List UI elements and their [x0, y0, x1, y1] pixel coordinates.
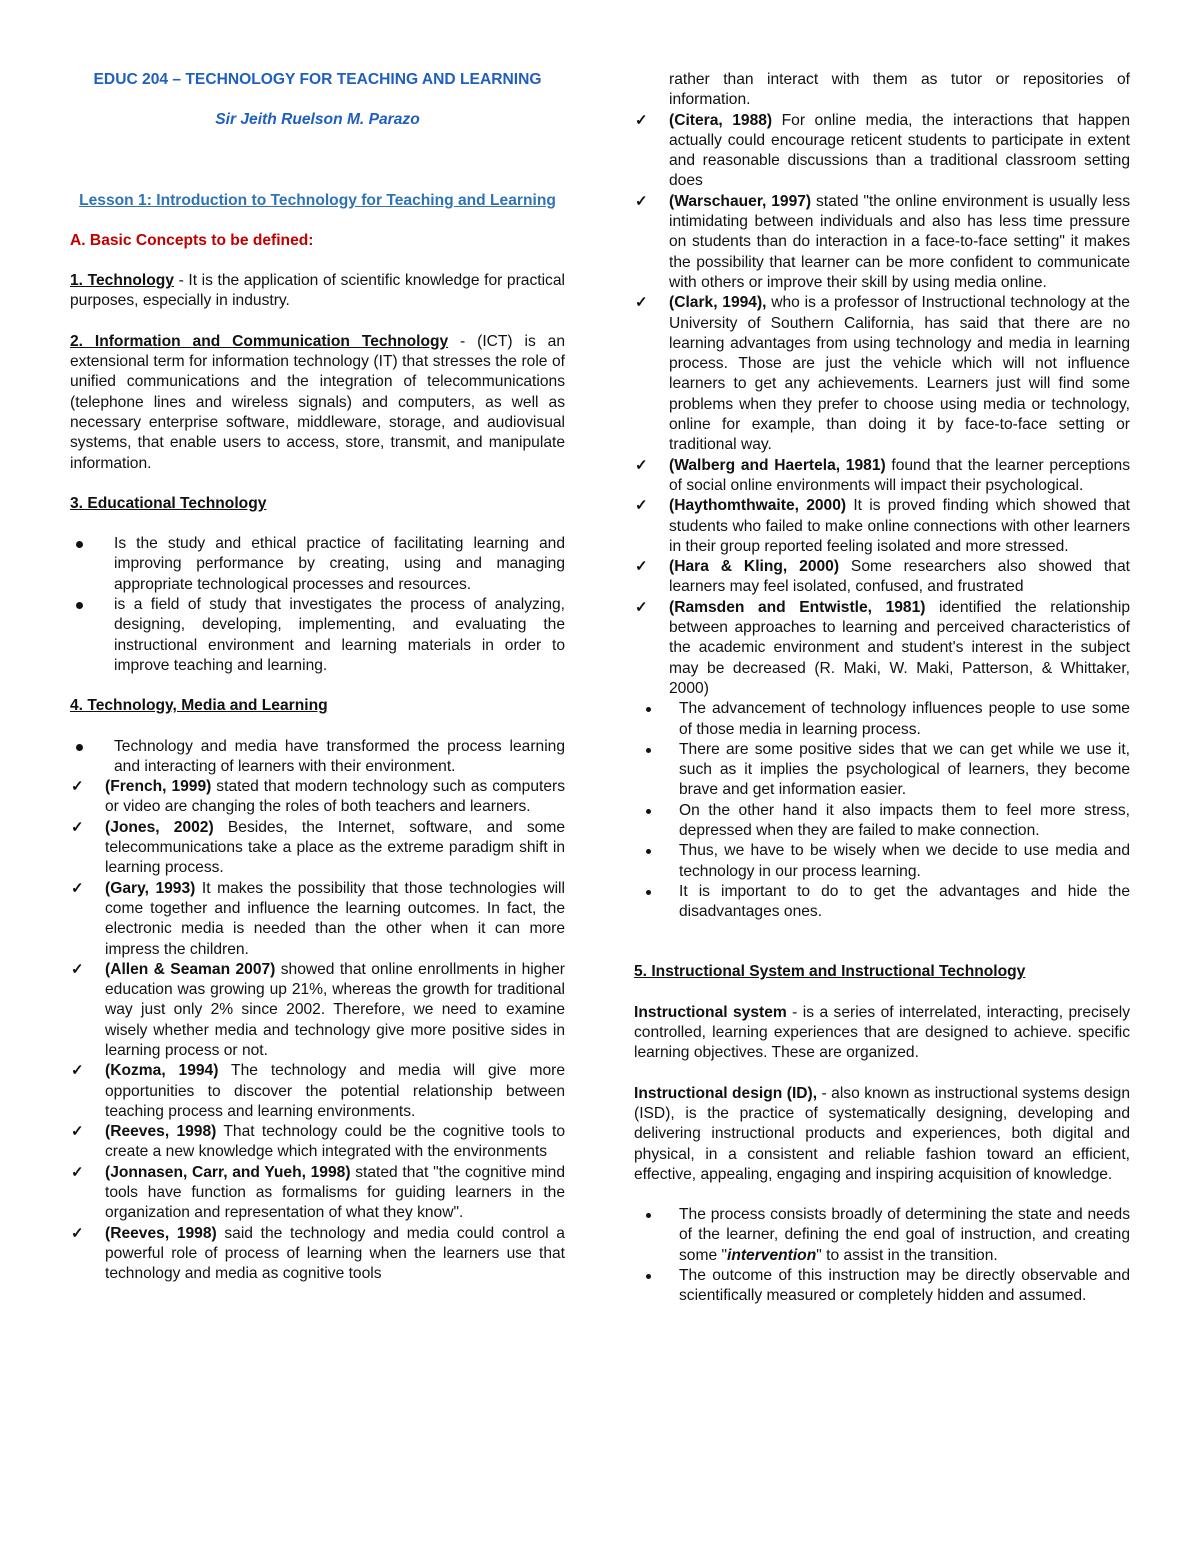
list-item: is a field of study that investigates the process of analyzing, designing, developing, implementing, and evaluating the instructional environment and learning materials in order to improve teaching and learning. — [70, 595, 565, 676]
checkmark-icon: ✓ — [635, 192, 648, 210]
checkmark-icon: ✓ — [635, 294, 648, 312]
list-item: Thus, we have to be wisely when we decide to use media and technology in our process learning. — [634, 841, 1130, 882]
lesson-title: Lesson 1: Introduction to Technology for Teaching and Learning — [79, 191, 556, 209]
reference-item: ✓ (Warschauer, 1997) stated "the online environment is usually less intimidating between individuals and also has less time pressure on students than do interaction in a face-to-face setting" it makes the possibility that learner can be more confident to communicate with others or improve their skill by using media online. — [635, 192, 1130, 291]
instructional-system-definition: Instructional system - is a series of interrelated, interacting, precisely controlled, learning experiences that are designed to achieve. specific learning objectives. These are organized. — [634, 1003, 1131, 1062]
reference-item: ✓ (Walberg and Haertela, 1981) found that the learner perceptions of social online environments will impact their psychological. — [635, 456, 1131, 494]
checkmark-icon: ✓ — [71, 1224, 84, 1242]
reference-item: ✓ (Jones, 2002) Besides, the Internet, software, and some telecommunications take a place as the extreme paradigm shift in learning process. — [71, 818, 566, 877]
checkmark-icon: ✓ — [635, 111, 648, 129]
instructional-design-definition: Instructional design (ID), - also known as instructional systems design (ISD), is the practice of systematically designing, developing and delivering instructional products and experiences, both digital and physical, in a consistent and reliable fashion toward an efficient, effective, appealing, engaging and inspiring acquisition of knowledge. — [634, 1084, 1130, 1183]
technology-media-list — [70, 737, 565, 778]
section-a-heading: A. Basic Concepts to be defined: — [70, 231, 314, 249]
list-item: Is the study and ethical practice of facilitating learning and improving performance by creating, using and managing appropriate technological processes and resources. — [70, 534, 565, 595]
instructional-system-heading: 5. Instructional System and Instructional Technology — [634, 963, 1026, 981]
concept-term: Instructional design (ID), — [634, 1084, 818, 1102]
reference-item: ✓ (Ramsden and Entwistle, 1981) identified the relationship between approaches to learning and perceived characteristics of the academic environment and student's interest in the subject may be decreased (R. Maki, W. Maki, Patterson, & Whittaker, 2000) — [635, 598, 1130, 697]
checkmark-icon: ✓ — [71, 1062, 84, 1080]
bullet-icon — [76, 602, 83, 609]
list-item: There are some positive sides that we can get while we use it, such as it implies the psychological of learners, they become brave and get information easier. — [634, 740, 1130, 801]
checkmark-icon: ✓ — [635, 598, 648, 616]
left-column — [70, 70, 565, 1285]
checkmark-icon: ✓ — [635, 558, 648, 576]
reference-item: ✓ (Haythomthwaite, 2000) It is proved finding which showed that students who failed to make online connections with other learners in their group reported feeling isolated and more stressed. — [635, 497, 1130, 555]
concept-definition: - It is the application of scientific knowledge for practical purposes, especially in industry. — [70, 272, 565, 310]
checkmark-icon: ✓ — [71, 818, 84, 836]
bullet-icon — [76, 744, 83, 751]
right-column — [634, 70, 1130, 1307]
concept-term: 2. Information and Communication Technology — [70, 332, 449, 350]
bullet-icon — [646, 1274, 651, 1279]
list-item: The advancement of technology influences people to use some of those media in learning process. — [634, 699, 1130, 740]
technology-media-heading: 4. Technology, Media and Learning — [70, 697, 328, 715]
list-item: The outcome of this instruction may be directly observable and scientifically measured or completely hidden and assumed. — [634, 1266, 1130, 1307]
reference-item: ✓ (Gary, 1993) It makes the possibility that those technologies will come together and influence the learning outcomes. In fact, the electronic media is needed than the other when it can more impress the children. — [71, 879, 565, 958]
reference-item: ✓ (Citera, 1988) For online media, the interactions that happen actually could encourage reticent students to participate in extent and reasonable discussions than a traditional classroom setting does — [635, 111, 1130, 190]
bullet-icon — [646, 809, 651, 814]
checkmark-icon: ✓ — [71, 879, 84, 897]
references-list-left — [70, 777, 565, 1284]
concept-term: Instructional system — [634, 1003, 787, 1021]
checkmark-icon: ✓ — [71, 778, 84, 796]
concept-ict — [70, 332, 565, 474]
reference-item: ✓ (Kozma, 1994) The technology and media will give more opportunities to discover the potential relationship between teaching process and learning environments. — [71, 1062, 565, 1120]
reference-item: ✓ (Reeves, 1998) said the technology and media could control a powerful role of process of learning when the learners use that technology and media as cognitive tools — [71, 1224, 565, 1283]
concept-technology — [70, 271, 565, 312]
bullet-icon — [646, 748, 651, 753]
checkmark-icon: ✓ — [71, 960, 84, 978]
reference-item: ✓ (Allen & Seaman 2007) showed that online enrollments in higher education was growing up 21%, whereas the growth for traditional way just only 2% since 2002. Therefore, we need to examine wisely whether media and technology give more positive sides in learning process or not. — [71, 960, 565, 1059]
checkmark-icon: ✓ — [71, 1163, 84, 1181]
checkmark-icon: ✓ — [71, 1123, 84, 1141]
bullet-icon — [646, 849, 651, 854]
list-item: Technology and media have transformed the process learning and interacting of learners with their environment. — [70, 737, 565, 778]
list-item: It is important to do to get the advantages and hide the disadvantages ones. — [634, 882, 1130, 923]
bullet-icon — [646, 707, 651, 712]
bullet-icon — [76, 541, 83, 548]
course-title: EDUC 204 – TECHNOLOGY FOR TEACHING AND LEARNING — [93, 71, 542, 88]
bullet-icon — [646, 1213, 651, 1218]
reference-continuation: rather than interact with them as tutor or repositories of information. — [669, 71, 1130, 109]
reference-item: ✓ (Clark, 1994), who is a professor of Instructional technology at the University of Southern California, has said that there are no learning advantages from using technology and media in learning process. Those are just the vehicle which will not influence learners to get any achievements. Learners just will find some problems when they prefer to choose using media or technology, online for example, than doing it by face-to-face setting or traditional way. — [635, 294, 1130, 454]
educational-technology-list — [70, 534, 565, 676]
concept-definition: - (ICT) is an extensional term for information technology (IT) that stresses the role of unified communications and the integration of telecommunications (telephone lines and wireless signals) and computers, as well as necessary enterprise software, middleware, storage, and audiovisual systems, that enable users to access, store, transmit, and manipulate information. — [70, 332, 565, 472]
list-item: On the other hand it also impacts them to feel more stress, depressed when they are failed to make connection. — [634, 801, 1130, 842]
references-list-right — [634, 70, 1130, 699]
reference-item: ✓ (French, 1999) stated that modern technology such as computers or video are changing the roles of both teachers and learners. — [71, 778, 566, 816]
instructional-design-list — [634, 1205, 1130, 1306]
checkmark-icon: ✓ — [635, 456, 648, 474]
concept-term: 1. Technology — [70, 272, 174, 290]
reference-item: ✓ (Jonnasen, Carr, and Yueh, 1998) stated that "the cognitive mind tools have function as formalisms for guiding learners in the organization and representation of what they know". — [71, 1163, 566, 1222]
list-item: The process consists broadly of determining the state and needs of the learner, defining the end goal of instruction, and creating some "intervention" to assist in the transition. — [634, 1205, 1130, 1266]
bullet-icon — [646, 890, 651, 895]
instructor-name: Sir Jeith Ruelson M. Parazo — [215, 111, 420, 129]
reference-item: ✓ (Reeves, 1998) That technology could be the cognitive tools to create a new knowledge which integrated with the environments — [71, 1123, 566, 1161]
summary-bullet-list — [634, 699, 1130, 922]
educational-technology-heading: 3. Educational Technology — [70, 494, 267, 512]
reference-item: ✓ (Hara & Kling, 2000) Some researchers also showed that learners may feel isolated, confused, and frustrated — [635, 558, 1130, 596]
checkmark-icon: ✓ — [635, 497, 648, 515]
